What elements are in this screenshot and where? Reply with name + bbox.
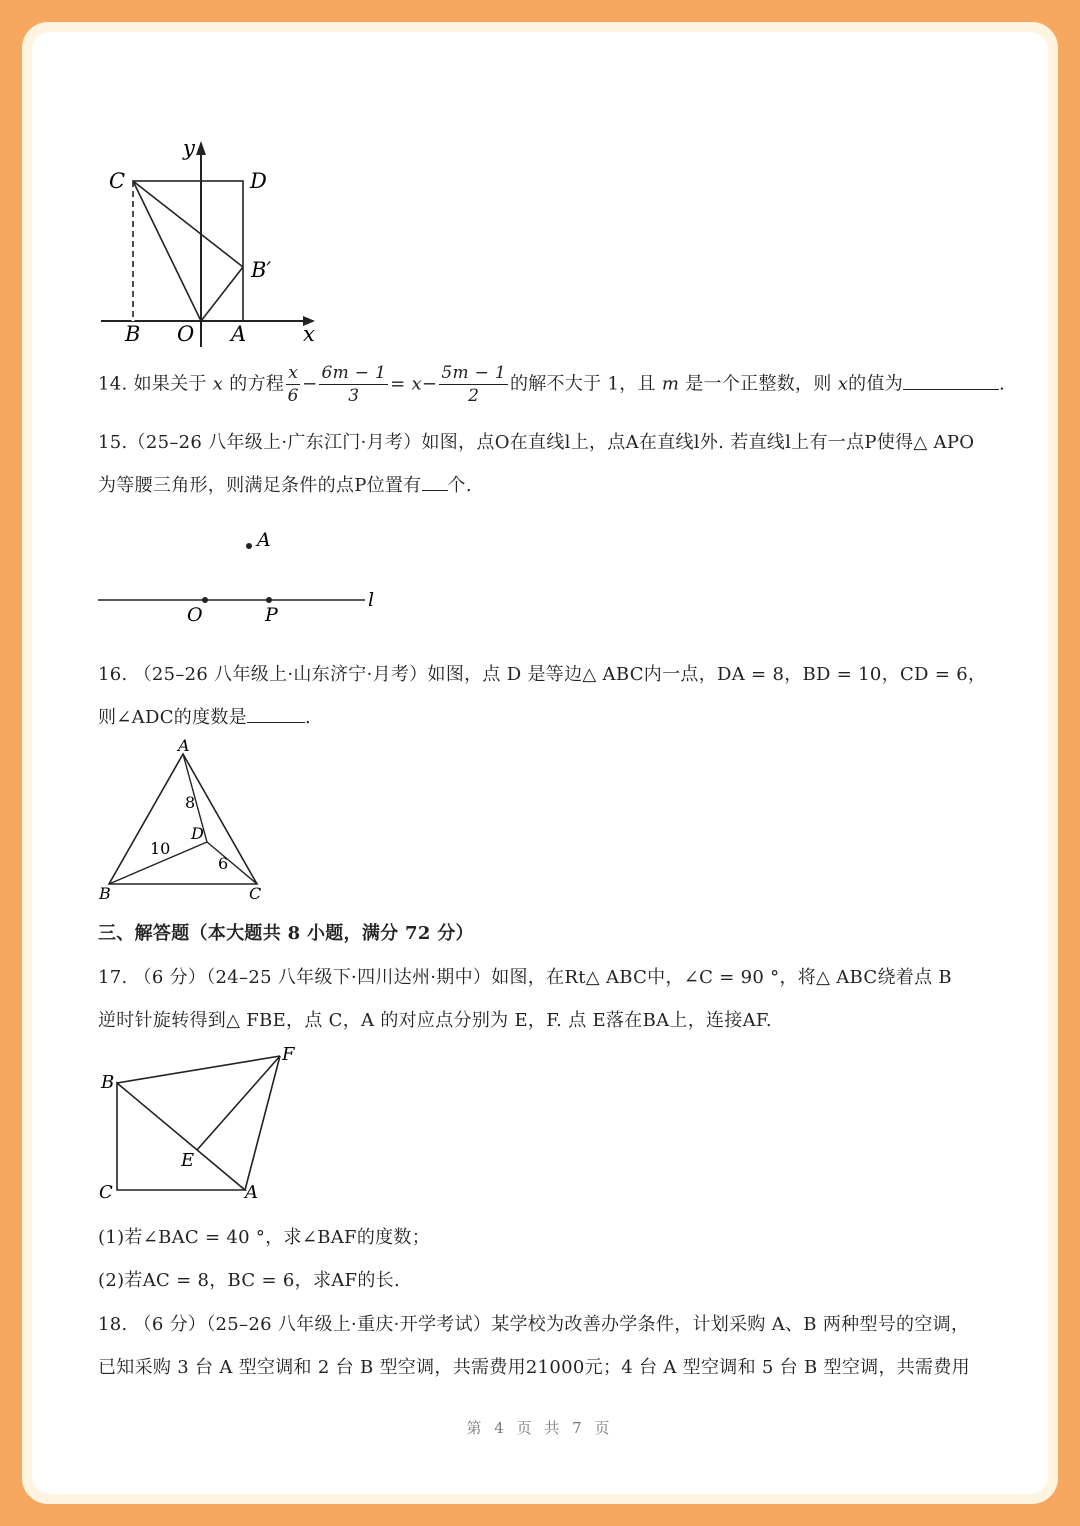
segment-OB-prime [201, 267, 243, 321]
fig17-label-A: A [245, 1182, 258, 1203]
q16-answer-blank[interactable] [247, 706, 305, 723]
rectangle-CDAB [133, 181, 243, 321]
q14-text2: 的方程 [229, 373, 285, 395]
fig15-label-P: P [265, 604, 278, 626]
triangle-ABC [117, 1083, 245, 1190]
segment-CD [207, 842, 257, 884]
fig15-label-O: O [187, 604, 203, 626]
q14-equals: = x− [390, 373, 438, 395]
fig16-len-BD: 10 [150, 839, 171, 858]
q14-fraction-2: $\frac{6m - 1}{3}$ [321, 363, 387, 406]
label-x: x [303, 322, 315, 346]
question-15-line2 [98, 471, 472, 497]
fig16-len-CD: 6 [218, 854, 229, 873]
question-17-part1: (1)若∠BAC = 40 °，求∠BAF的度数； [98, 1227, 431, 1248]
q14-end: . [999, 373, 1006, 395]
figure-rotation [95, 1040, 315, 1205]
point-A [246, 543, 252, 549]
q14-fraction-1: $\frac{x}{6}$ [287, 363, 299, 406]
q16-line2-end: . [305, 707, 312, 728]
figure-equilateral-triangle [95, 735, 275, 907]
question-16-line2 [98, 703, 311, 729]
label-y: y [183, 136, 195, 160]
page-footer: 第 4 页 共 7 页 [466, 1419, 614, 1437]
fig15-label-l: l [368, 589, 375, 611]
question-17-line2: 逆时针旋转得到△ FBE，点 C，A 的对应点分别为 E，F. 点 E落在BA上，连接AF. [98, 1010, 772, 1031]
fig16-label-A: A [178, 736, 190, 755]
fig16-len-AD: 8 [185, 793, 196, 812]
q14-text3: 的解不大于 1，且 [509, 373, 656, 395]
fig17-label-E: E [181, 1150, 195, 1171]
point-P [266, 597, 272, 603]
q14-minus: − [302, 373, 318, 395]
label-C: C [109, 169, 126, 193]
figure-line-l [95, 525, 395, 630]
question-17-part2: (2)若AC = 8，BC = 6，求AF的长. [98, 1270, 400, 1291]
q16-line2-text: 则∠ADC的度数是 [98, 707, 247, 728]
fig17-label-F: F [282, 1044, 295, 1065]
fig17-label-C: C [99, 1182, 113, 1203]
label-B-prime: B′ [251, 258, 272, 282]
question-17-line1: 17. （6 分）（24–25 八年级下·四川达州·期中）如图，在Rt△ ABC中，∠C = 90 °，将△ ABC绕着点 B [98, 967, 952, 988]
segment-BF [117, 1056, 280, 1083]
question-16-line1: 16. （25–26 八年级上·山东济宁·月考）如图，点 D 是等边△ ABC内一点，DA = 8，BD = 10，CD = 6， [98, 664, 987, 685]
question-18-line2: 已知采购 3 台 A 型空调和 2 台 B 型空调，共需费用21000元；4 台 A 型空调和 5 台 B 型空调，共需费用 [98, 1357, 970, 1378]
q15-answer-blank[interactable] [422, 474, 448, 491]
label-D: D [250, 169, 267, 193]
label-O: O [177, 322, 195, 346]
q14-var-x: x [212, 373, 224, 395]
label-B: B [125, 322, 141, 346]
fig16-label-C: C [249, 884, 262, 903]
fig16-label-D: D [191, 824, 204, 843]
q15-line2-end: 个. [447, 475, 472, 496]
segment-CB-prime [133, 181, 243, 267]
segment-CO [133, 181, 201, 321]
q14-var-m: m [661, 373, 680, 395]
q14-fraction-3: $\frac{5m - 1}{2}$ [441, 363, 506, 406]
section-3-title: 三、解答题（本大题共 8 小题，满分 72 分） [98, 923, 474, 944]
figure-coordinate-rectangle [95, 135, 330, 355]
question-14 [98, 362, 1005, 407]
fig15-label-A: A [257, 529, 271, 551]
question-15-line1: 15.（25–26 八年级上·广东江门·月考）如图，点O在直线l上，点A在直线l外. 若直线l上有一点P使得△ APO [98, 432, 975, 453]
y-axis-arrow-icon [196, 141, 206, 155]
q14-var-x-2: x [837, 373, 849, 395]
q14-text4: 是一个正整数，则 [685, 373, 832, 395]
fig17-label-B: B [101, 1072, 115, 1093]
q14-text1: 如果关于 [133, 373, 207, 395]
q14-number: 14. [98, 373, 128, 395]
q14-text5: 的值为 [848, 373, 904, 395]
q14-answer-blank[interactable] [903, 373, 999, 390]
question-18-line1: 18. （6 分）（25–26 八年级上·重庆·开学考试）某学校为改善办学条件，计划采购 A、B 两种型号的空调， [98, 1314, 970, 1335]
label-A: A [231, 322, 247, 346]
point-O [202, 597, 208, 603]
q15-line2-text: 为等腰三角形，则满足条件的点P位置有 [98, 475, 422, 496]
fig16-label-B: B [99, 884, 111, 903]
